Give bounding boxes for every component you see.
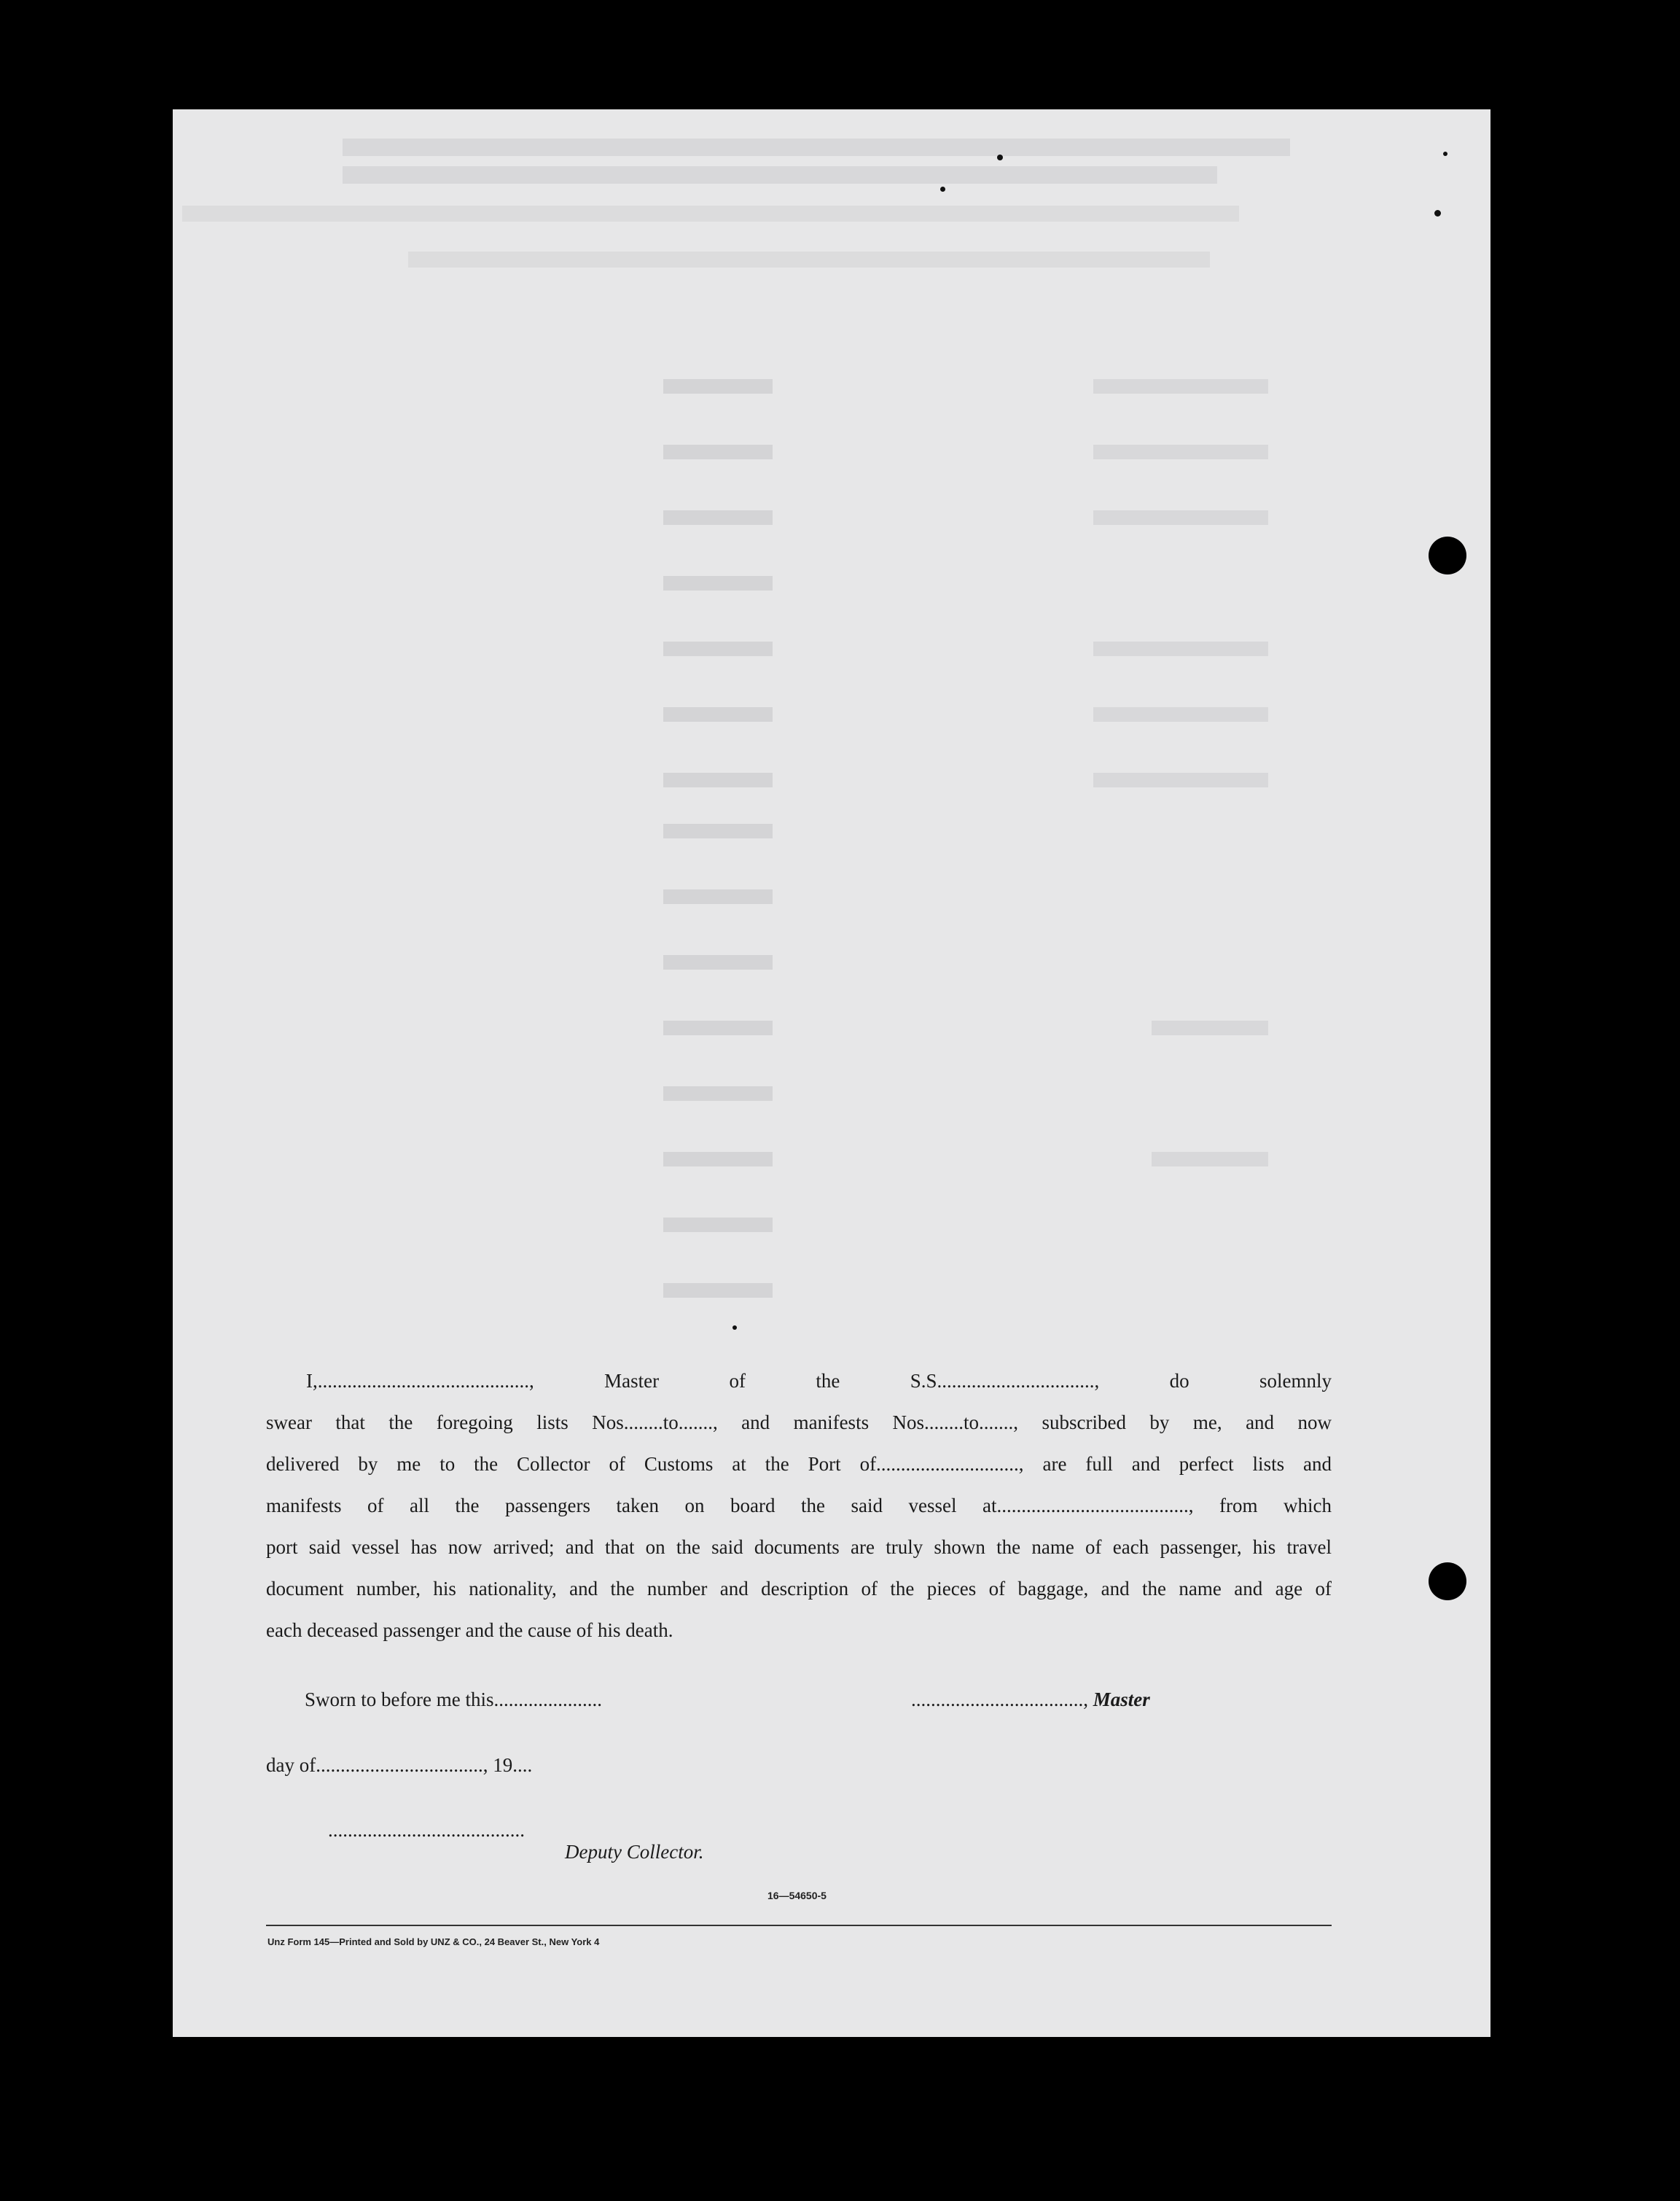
oath-line: I,..........................................., Master of the S.S................................, do solemnly xyxy=(306,1370,1332,1392)
oath-line: document number, his nationality, and the number and description of the pieces of baggage, and the name and age of xyxy=(266,1578,1332,1600)
master-label: Master xyxy=(1093,1688,1150,1710)
master-signature-line xyxy=(911,1688,1150,1711)
collector-dots: ........................................ xyxy=(328,1819,525,1841)
speck xyxy=(940,187,945,192)
deputy-collector-label: Deputy Collector. xyxy=(565,1841,704,1863)
speck xyxy=(732,1325,737,1330)
speck xyxy=(1434,210,1441,217)
oath-line: each deceased passenger and the cause of his death. xyxy=(266,1619,673,1641)
speck xyxy=(997,155,1003,160)
printer-line: Unz Form 145—Printed and Sold by UNZ & CO., 24 Beaver St., New York 4 xyxy=(267,1936,600,1947)
oath-line: swear that the foregoing lists Nos........to......., and manifests Nos........to......., subscribed by me, and now xyxy=(266,1411,1332,1433)
oath-line: manifests of all the passengers taken on board the said vessel at......................................., from which xyxy=(266,1495,1332,1516)
sworn-line: Sworn to before me this...................... xyxy=(305,1688,602,1710)
form-number: 16—54650-5 xyxy=(767,1890,827,1901)
document-page xyxy=(173,109,1490,2037)
oath-paragraph xyxy=(266,1360,1332,1651)
punch-hole xyxy=(1429,537,1466,574)
speck xyxy=(1443,152,1447,156)
day-line: day of.................................., 19.... xyxy=(266,1754,533,1776)
punch-hole xyxy=(1429,1562,1466,1600)
oath-line: delivered by me to the Collector of Customs at the Port of............................., are full and perfect lists and xyxy=(266,1453,1332,1475)
oath-line: port said vessel has now arrived; and that on the said documents are truly shown the name of each passenger, his travel xyxy=(266,1536,1332,1558)
footer-rule xyxy=(266,1925,1332,1926)
master-dots: ..................................., xyxy=(911,1688,1088,1710)
